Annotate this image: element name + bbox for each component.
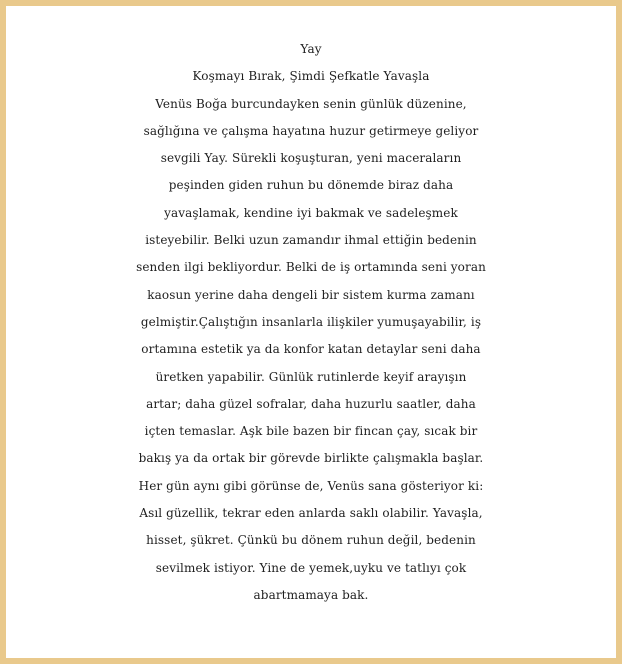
- body-line: kaosun yerine daha dengeli bir sistem kurma zamanı: [147, 287, 475, 302]
- body-line: sevgili Yay. Sürekli koşuşturan, yeni maceraların: [160, 151, 462, 166]
- body-line: Asıl güzellik, tekrar eden anlarda saklı olabilir. Yavaşla,: [139, 506, 483, 521]
- body-line: hisset, şükret. Çünkü bu dönem ruhun değil, bedenin: [146, 533, 476, 548]
- body-line: bakış ya da ortak bir görevde birlikte çalışmakla başlar.: [138, 451, 484, 466]
- body-line: gelmiştir.Çalıştığın insanlarla ilişkiler yumuşayabilir, iş: [140, 314, 482, 329]
- text-panel: [6, 6, 616, 658]
- body-line: senden ilgi bekliyordur. Belki de iş ortamında seni yoran: [136, 260, 486, 275]
- horoscope-text: [16, 36, 606, 609]
- body-line: artar; daha güzel sofralar, daha huzurlu saatler, daha: [146, 396, 476, 411]
- body-line: yavaşlamak, kendine iyi bakmak ve sadeleşmek: [164, 205, 458, 220]
- horoscope-title: Yay: [300, 42, 322, 56]
- body-line: Her gün aynı gibi görünse de, Venüs sana gösteriyor ki:: [138, 478, 484, 493]
- body-line: ortamına estetik ya da konfor katan detaylar seni daha: [141, 342, 481, 357]
- body-line: içten temaslar. Aşk bile bazen bir fincan çay, sıcak bir: [144, 424, 478, 439]
- body-line: isteyebilir. Belki uzun zamandır ihmal ettiğin bedenin: [145, 233, 477, 248]
- body-line: peşinden giden ruhun bu dönemde biraz daha: [168, 178, 454, 193]
- body-line: sağlığına ve çalışma hayatına huzur getirmeye geliyor: [143, 123, 479, 138]
- body-line: abartmamaya bak.: [253, 587, 369, 602]
- body-line: Venüs Boğa burcundayken senin günlük düzenine,: [155, 96, 467, 111]
- body-line: sevilmek istiyor. Yine de yemek,uyku ve tatlıyı çok: [155, 560, 467, 575]
- horoscope-subtitle: Koşmayı Bırak, Şimdi Şefkatle Yavaşla: [192, 69, 430, 84]
- body-line: üretken yapabilir. Günlük rutinlerde keyif arayışın: [155, 369, 467, 384]
